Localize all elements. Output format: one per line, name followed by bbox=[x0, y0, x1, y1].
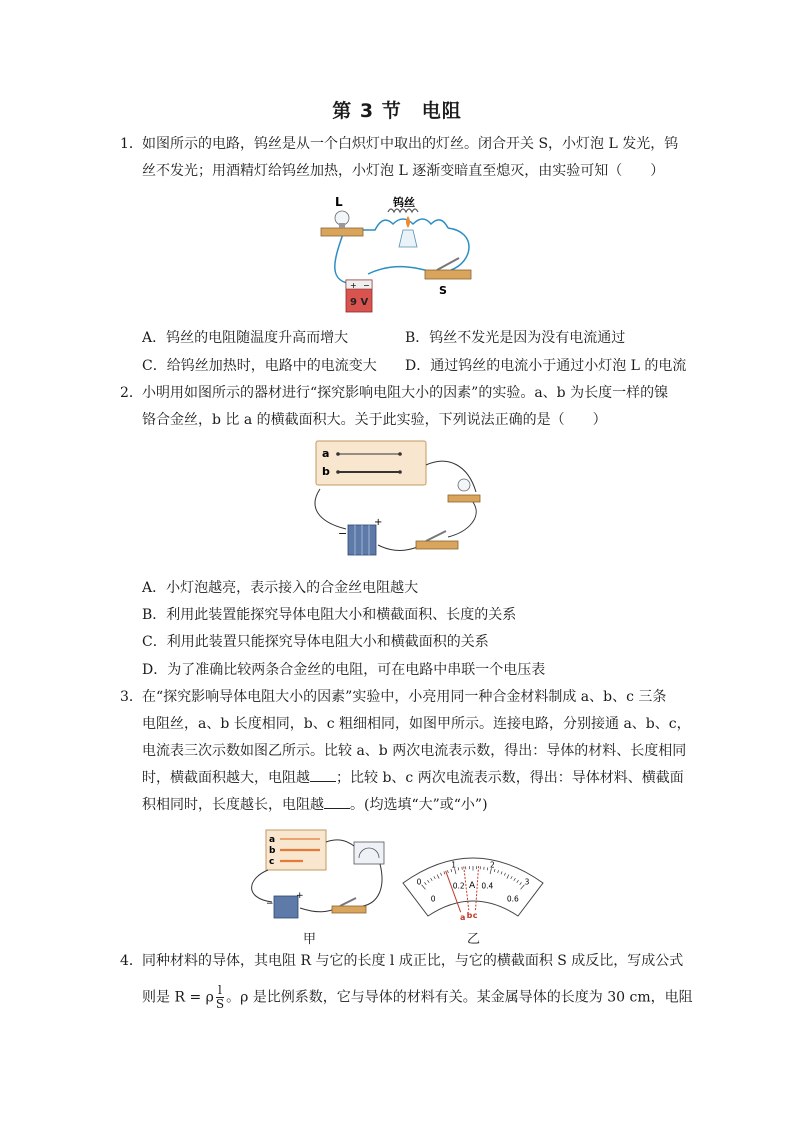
option-1d: D．通过钨丝的电流小于通过小灯泡 L 的电流 bbox=[405, 358, 687, 374]
question-text bbox=[142, 765, 684, 792]
figure-tungsten-circuit bbox=[313, 192, 493, 317]
question-number: 3． bbox=[120, 689, 143, 705]
question-4 bbox=[120, 948, 693, 1018]
question-2 bbox=[120, 380, 680, 440]
question-text: 铬合金丝，b 比 a 的横截面积大。关于此实验，下列说法正确的是（ ） bbox=[142, 412, 607, 428]
question-number: 1． bbox=[120, 136, 143, 152]
dial-tick-label: 0 bbox=[430, 894, 436, 904]
switch-label: S bbox=[439, 284, 447, 297]
question-text: 电流表三次示数如图乙所示。比较 a、b 两次电流表示数，得出：导体的材料、长度相同 bbox=[142, 743, 687, 759]
dial-tick-label: 3 bbox=[524, 877, 530, 887]
figure-alloy-circuit bbox=[308, 437, 488, 567]
question-text: 小明用如图所示的器材进行“探究影响电阻大小的因素”的实验。a、b 为长度一样的镍 bbox=[142, 385, 669, 401]
battery-minus: − bbox=[363, 281, 370, 290]
dial-unit: A bbox=[469, 881, 476, 891]
option-1b: B．钨丝不发光是因为没有电流通过 bbox=[405, 330, 626, 346]
caption-jia: 甲 bbox=[303, 932, 317, 947]
pointer-label-c: c bbox=[472, 911, 478, 920]
formula-fraction bbox=[216, 984, 224, 1011]
figure-jia-circuit bbox=[238, 828, 388, 920]
option-2b: B．利用此装置能探究导体电阻大小和横截面积、长度的关系 bbox=[142, 607, 517, 623]
lamp-label: L bbox=[335, 195, 343, 209]
question-text: 在“探究影响导体电阻大小的因素”实验中，小亮用同一种合金材料制成 a、b、c 三条 bbox=[142, 689, 667, 705]
tungsten-label: 钨丝 bbox=[393, 196, 415, 209]
question-text: 丝不发光；用酒精灯给钨丝加热，小灯泡 L 逐渐变暗直至熄灭，由实验可知（ ） bbox=[142, 163, 665, 179]
question-1 bbox=[120, 131, 680, 191]
formula-lhs: 则是 R = ρ bbox=[142, 989, 214, 1006]
option-2c: C．利用此装置只能探究导体电阻大小和横截面积的关系 bbox=[142, 634, 489, 650]
question-text bbox=[142, 792, 488, 819]
wire-a-label: a bbox=[269, 835, 276, 845]
battery-minus: − bbox=[266, 899, 274, 909]
question-text-part: 。(均选填“大”或“小”) bbox=[350, 797, 488, 813]
battery-voltage: 9 V bbox=[350, 297, 369, 308]
question-number: 4． bbox=[120, 953, 143, 969]
dial-tick-label: 0 bbox=[416, 877, 422, 887]
dial-tick-label: 1 bbox=[451, 860, 457, 870]
option-2a: A．小灯泡越亮，表示接入的合金丝电阻越大 bbox=[142, 580, 419, 596]
figure-yi-ammeter-dial bbox=[398, 828, 548, 920]
wire-b-label: b bbox=[322, 465, 330, 478]
wire-a-label: a bbox=[322, 447, 330, 460]
question-text: 电阻丝，a、b 长度相同，b、c 粗细相同，如图甲所示。连接电路，分别接通 a、b、c， bbox=[142, 716, 691, 732]
dial-tick-label: 2 bbox=[489, 860, 495, 870]
answer-blank-1[interactable] bbox=[310, 767, 336, 782]
dial-tick-label: 0.4 bbox=[481, 881, 494, 891]
battery-plus: + bbox=[350, 281, 357, 290]
battery-plus: + bbox=[296, 891, 304, 901]
question-text-part: 。ρ 是比例系数，它与导体的材料有关。某金属导体的长度为 30 cm，电阻 bbox=[226, 989, 693, 1006]
option-2d: D．为了准确比较两条合金丝的电阻，可在电路中串联一个电压表 bbox=[142, 662, 546, 678]
fraction-numerator: l bbox=[218, 983, 222, 997]
pointer-label-b: b bbox=[466, 911, 473, 920]
option-1a: A．钨丝的电阻随温度升高而增大 bbox=[142, 330, 349, 346]
dial-tick-label: 0.6 bbox=[506, 894, 519, 904]
question-text-part: 积相同时，长度越长，电阻越 bbox=[142, 797, 324, 813]
question-text bbox=[142, 984, 693, 1012]
question-text: 同种材料的导体，其电阻 R 与它的长度 l 成正比，与它的横截面积 S 成反比，写成公式 bbox=[142, 953, 684, 969]
wire-b-label: b bbox=[269, 846, 276, 856]
question-text-part: 时，横截面积越大，电阻越 bbox=[142, 770, 310, 786]
battery-plus: + bbox=[374, 517, 383, 528]
option-1c: C．给钨丝加热时，电路中的电流变大 bbox=[142, 358, 377, 374]
caption-yi: 乙 bbox=[467, 932, 481, 947]
fraction-denominator: S bbox=[215, 997, 225, 1011]
answer-blank-2[interactable] bbox=[324, 794, 350, 809]
battery-minus: − bbox=[338, 527, 348, 540]
pointer-label-a: a bbox=[460, 912, 466, 920]
question-text: 如图所示的电路，钨丝是从一个白炽灯中取出的灯丝。闭合开关 S，小灯泡 L 发光，钨 bbox=[142, 136, 679, 152]
question-number: 2． bbox=[120, 385, 143, 401]
page-title: 第 3 节 电阻 bbox=[332, 100, 462, 122]
question-text-part: ；比较 b、c 两次电流表示数，得出：导体材料、横截面 bbox=[336, 770, 684, 786]
question-3 bbox=[120, 684, 691, 824]
dial-tick-label: 0.2 bbox=[452, 881, 465, 891]
wire-c-label: c bbox=[269, 857, 275, 867]
